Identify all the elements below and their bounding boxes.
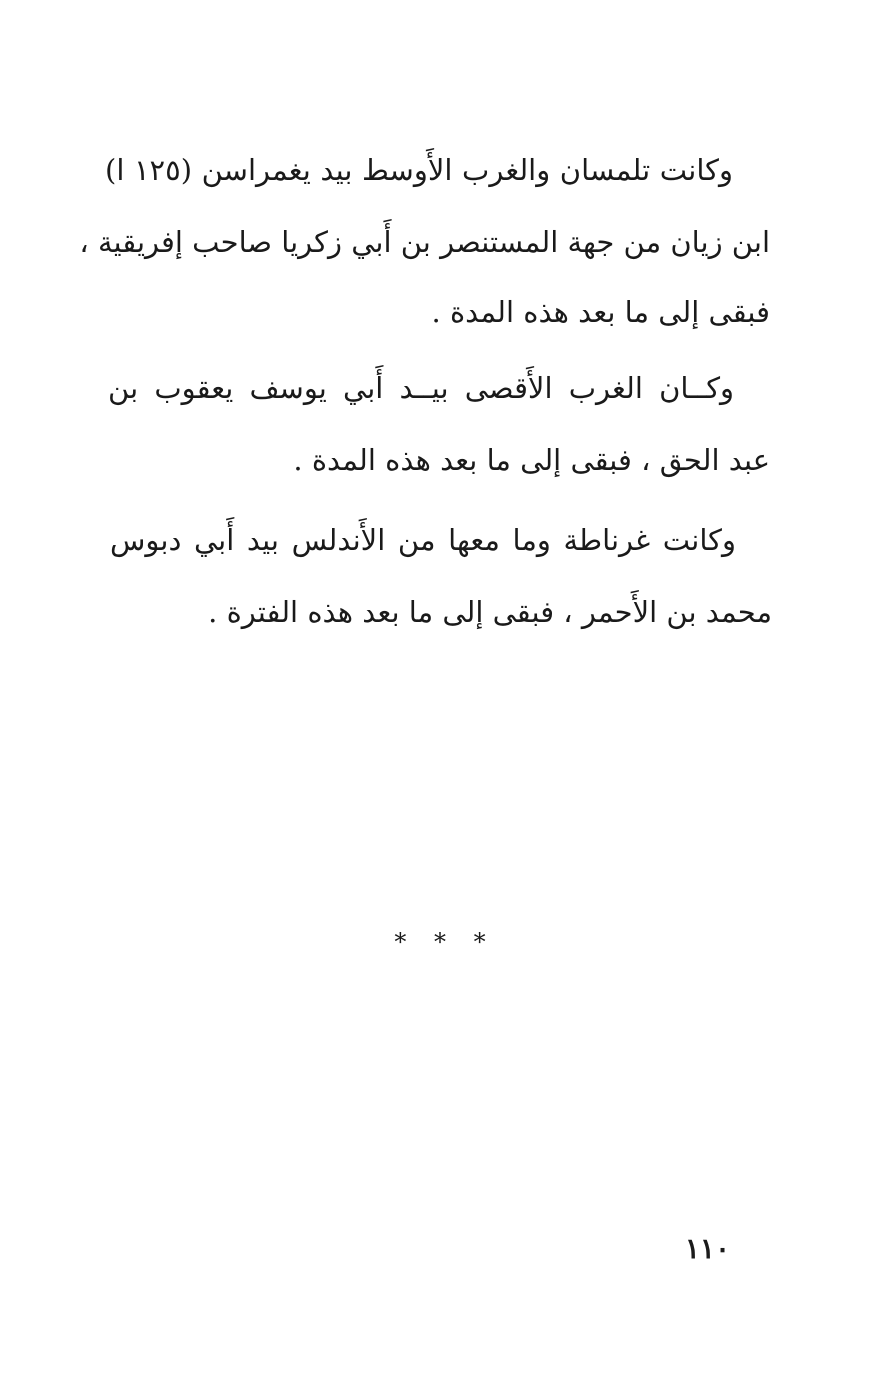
paragraph-3-line-1: وكانت غرناطة وما معها من الأَندلس بيد أَبي دبوس	[110, 523, 736, 557]
paragraph-1-line-3: فبقى إلى ما بعد هذه المدة .	[431, 295, 770, 329]
paragraph-1-line-1: وكانت تلمسان والغرب الأَوسط بيد يغمراسن (١٢٥ ا)	[105, 153, 733, 187]
page-number: ١١٠	[684, 1232, 730, 1265]
paragraph-1-line-2: ابن زيان من جهة المستنصر بن أَبي زكريا صاحب إفريقية ،	[79, 225, 770, 259]
paragraph-2-line-2: عبد الحق ، فبقى إلى ما بعد هذه المدة .	[293, 443, 770, 477]
paragraph-2-line-1: وكــان الغرب الأَقصى بيــد أَبي يوسف يعقوب بن	[108, 371, 734, 405]
paragraph-3-line-2: محمد بن الأَحمر ، فبقى إلى ما بعد هذه الفترة .	[208, 595, 772, 629]
section-separator: * * *	[394, 928, 496, 956]
